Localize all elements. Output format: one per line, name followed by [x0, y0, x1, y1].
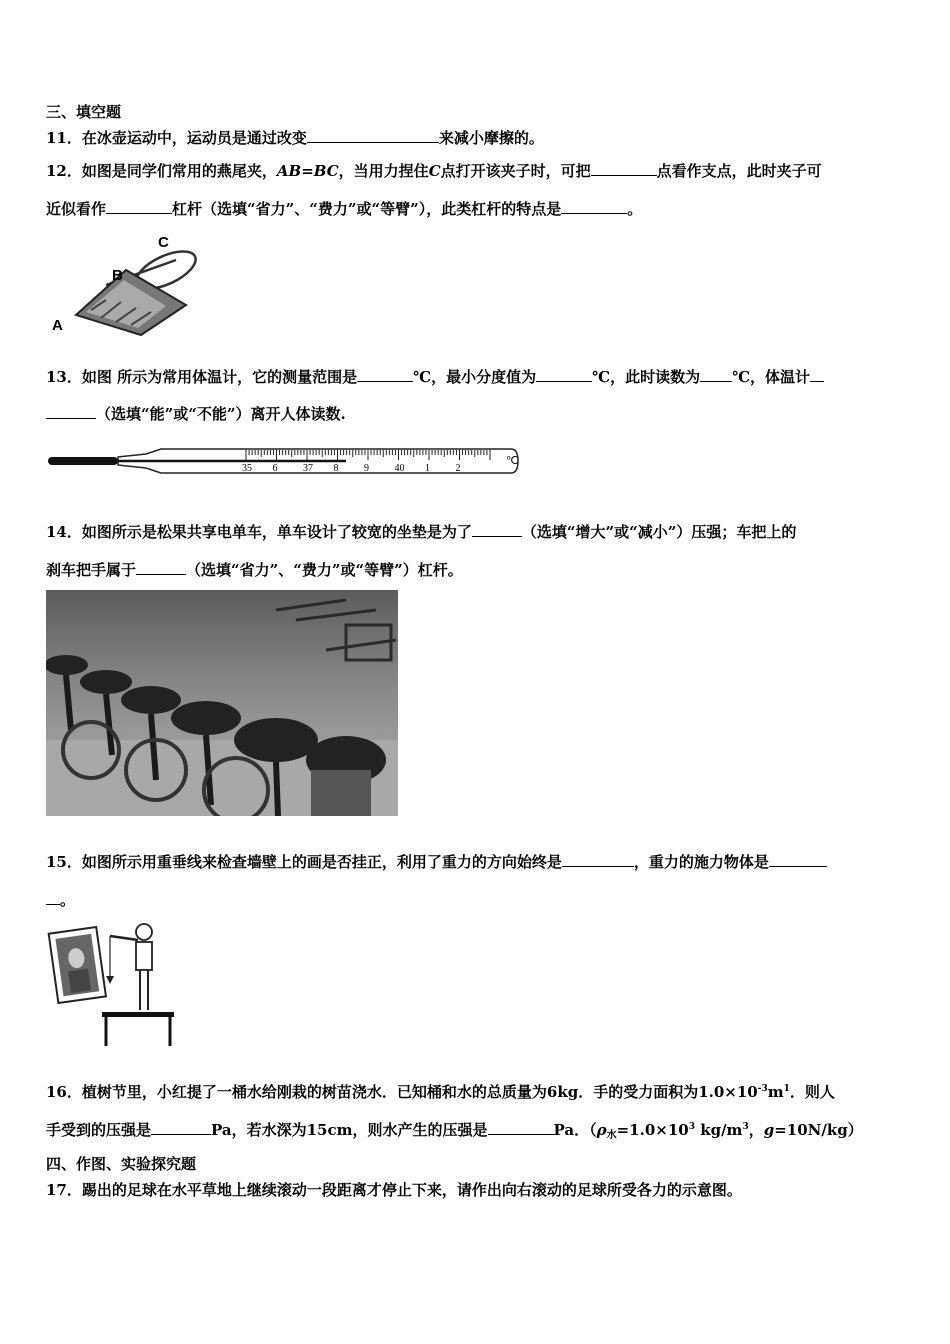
- scale-label: 2: [455, 463, 461, 474]
- scale-label: 40: [394, 463, 405, 474]
- answer-blank[interactable]: [136, 560, 186, 575]
- question-13-line-1: 13．如图 所示为常用体温计，它的测量范围是 ℃，最小分度值为 ℃，此时读数为 ℃，体温计: [46, 367, 824, 387]
- question-13-line-2: （选填“能”或“不能”）离开人体读数.: [46, 404, 346, 424]
- question-15-line-1: 15．如图所示用重垂线来检查墙壁上的画是否挂正，利用了重力的方向始终是 ，重力的施力物体是: [46, 852, 827, 872]
- label-a: A: [52, 317, 63, 334]
- answer-blank[interactable]: [46, 404, 96, 419]
- answer-blank[interactable]: [769, 852, 827, 867]
- answer-blank[interactable]: [561, 199, 627, 214]
- shared-ebikes-photo: [46, 590, 398, 816]
- answer-blank[interactable]: [46, 890, 60, 905]
- question-15-line-2: 。: [46, 890, 75, 910]
- answer-blank[interactable]: [536, 367, 592, 382]
- question-16-line-2: 手受到的压强是 Pa，若水深为15cm，则水产生的压强是 Pa．（$\rho_水=1.0\times 10^3$ $kg/m^3$，g=10N/kg）: [46, 1121, 863, 1141]
- question-17: 17．踢出的足球在水平草地上继续滚动一段距离才停止下来，请作出向右滚动的足球所受各力的示意图。: [46, 1181, 742, 1199]
- answer-blank[interactable]: [591, 161, 657, 176]
- scale-label: 37: [303, 463, 313, 474]
- thermometer-figure: [46, 446, 520, 476]
- label-c: C: [158, 234, 169, 251]
- scale-label: 8: [333, 463, 339, 474]
- label-b: B: [112, 267, 123, 284]
- answer-blank[interactable]: [562, 852, 634, 867]
- answer-blank[interactable]: [810, 367, 824, 382]
- section-4-title: 四、作图、实验探究题: [46, 1155, 197, 1173]
- scale-label: 1: [425, 463, 430, 474]
- question-16-line-1: 16．植树节里，小红提了一桶水给刚栽的树苗浇水．已知桶和水的总质量为6kg．手的受力面积为$1.0\times 10^{-3}m^1$．则人: [46, 1083, 835, 1101]
- question-12-line-2: 近似看作 杠杆（选填“省力”、“费力”或“等臂”），此类杠杆的特点是 。: [46, 200, 643, 218]
- question-14-line-2: 刹车把手属于 （选填“省力”、“费力”或“等臂”）杠杆。: [46, 561, 463, 579]
- answer-blank[interactable]: [472, 522, 522, 537]
- scale-label: 6: [272, 463, 278, 474]
- answer-blank[interactable]: [700, 367, 732, 382]
- unit-label: ℃: [506, 455, 519, 467]
- answer-blank[interactable]: [357, 367, 413, 382]
- section-3-title: 三、填空题: [46, 103, 122, 121]
- scale-label: 35: [242, 463, 252, 474]
- answer-blank[interactable]: [488, 1120, 554, 1135]
- answer-blank[interactable]: [307, 128, 439, 143]
- scale-label: 9: [364, 463, 369, 474]
- binder-clip-figure: [46, 230, 208, 348]
- question-14-line-1: 14．如图所示是松果共享电单车，单车设计了较宽的坐垫是为了 （选填“增大”或“减小”）压强；车把上的: [46, 523, 797, 541]
- answer-blank[interactable]: [151, 1120, 211, 1135]
- question-11: 11．在冰壶运动中，运动员是通过改变 来减小摩擦的。: [46, 129, 544, 147]
- question-12-line-1: 12．如图是同学们常用的燕尾夹，AB=BC，当用力捏住C点打开该夹子时，可把 点看作支点，此时夹子可: [46, 162, 822, 180]
- plumb-line-figure: [46, 918, 178, 1050]
- answer-blank[interactable]: [106, 199, 172, 214]
